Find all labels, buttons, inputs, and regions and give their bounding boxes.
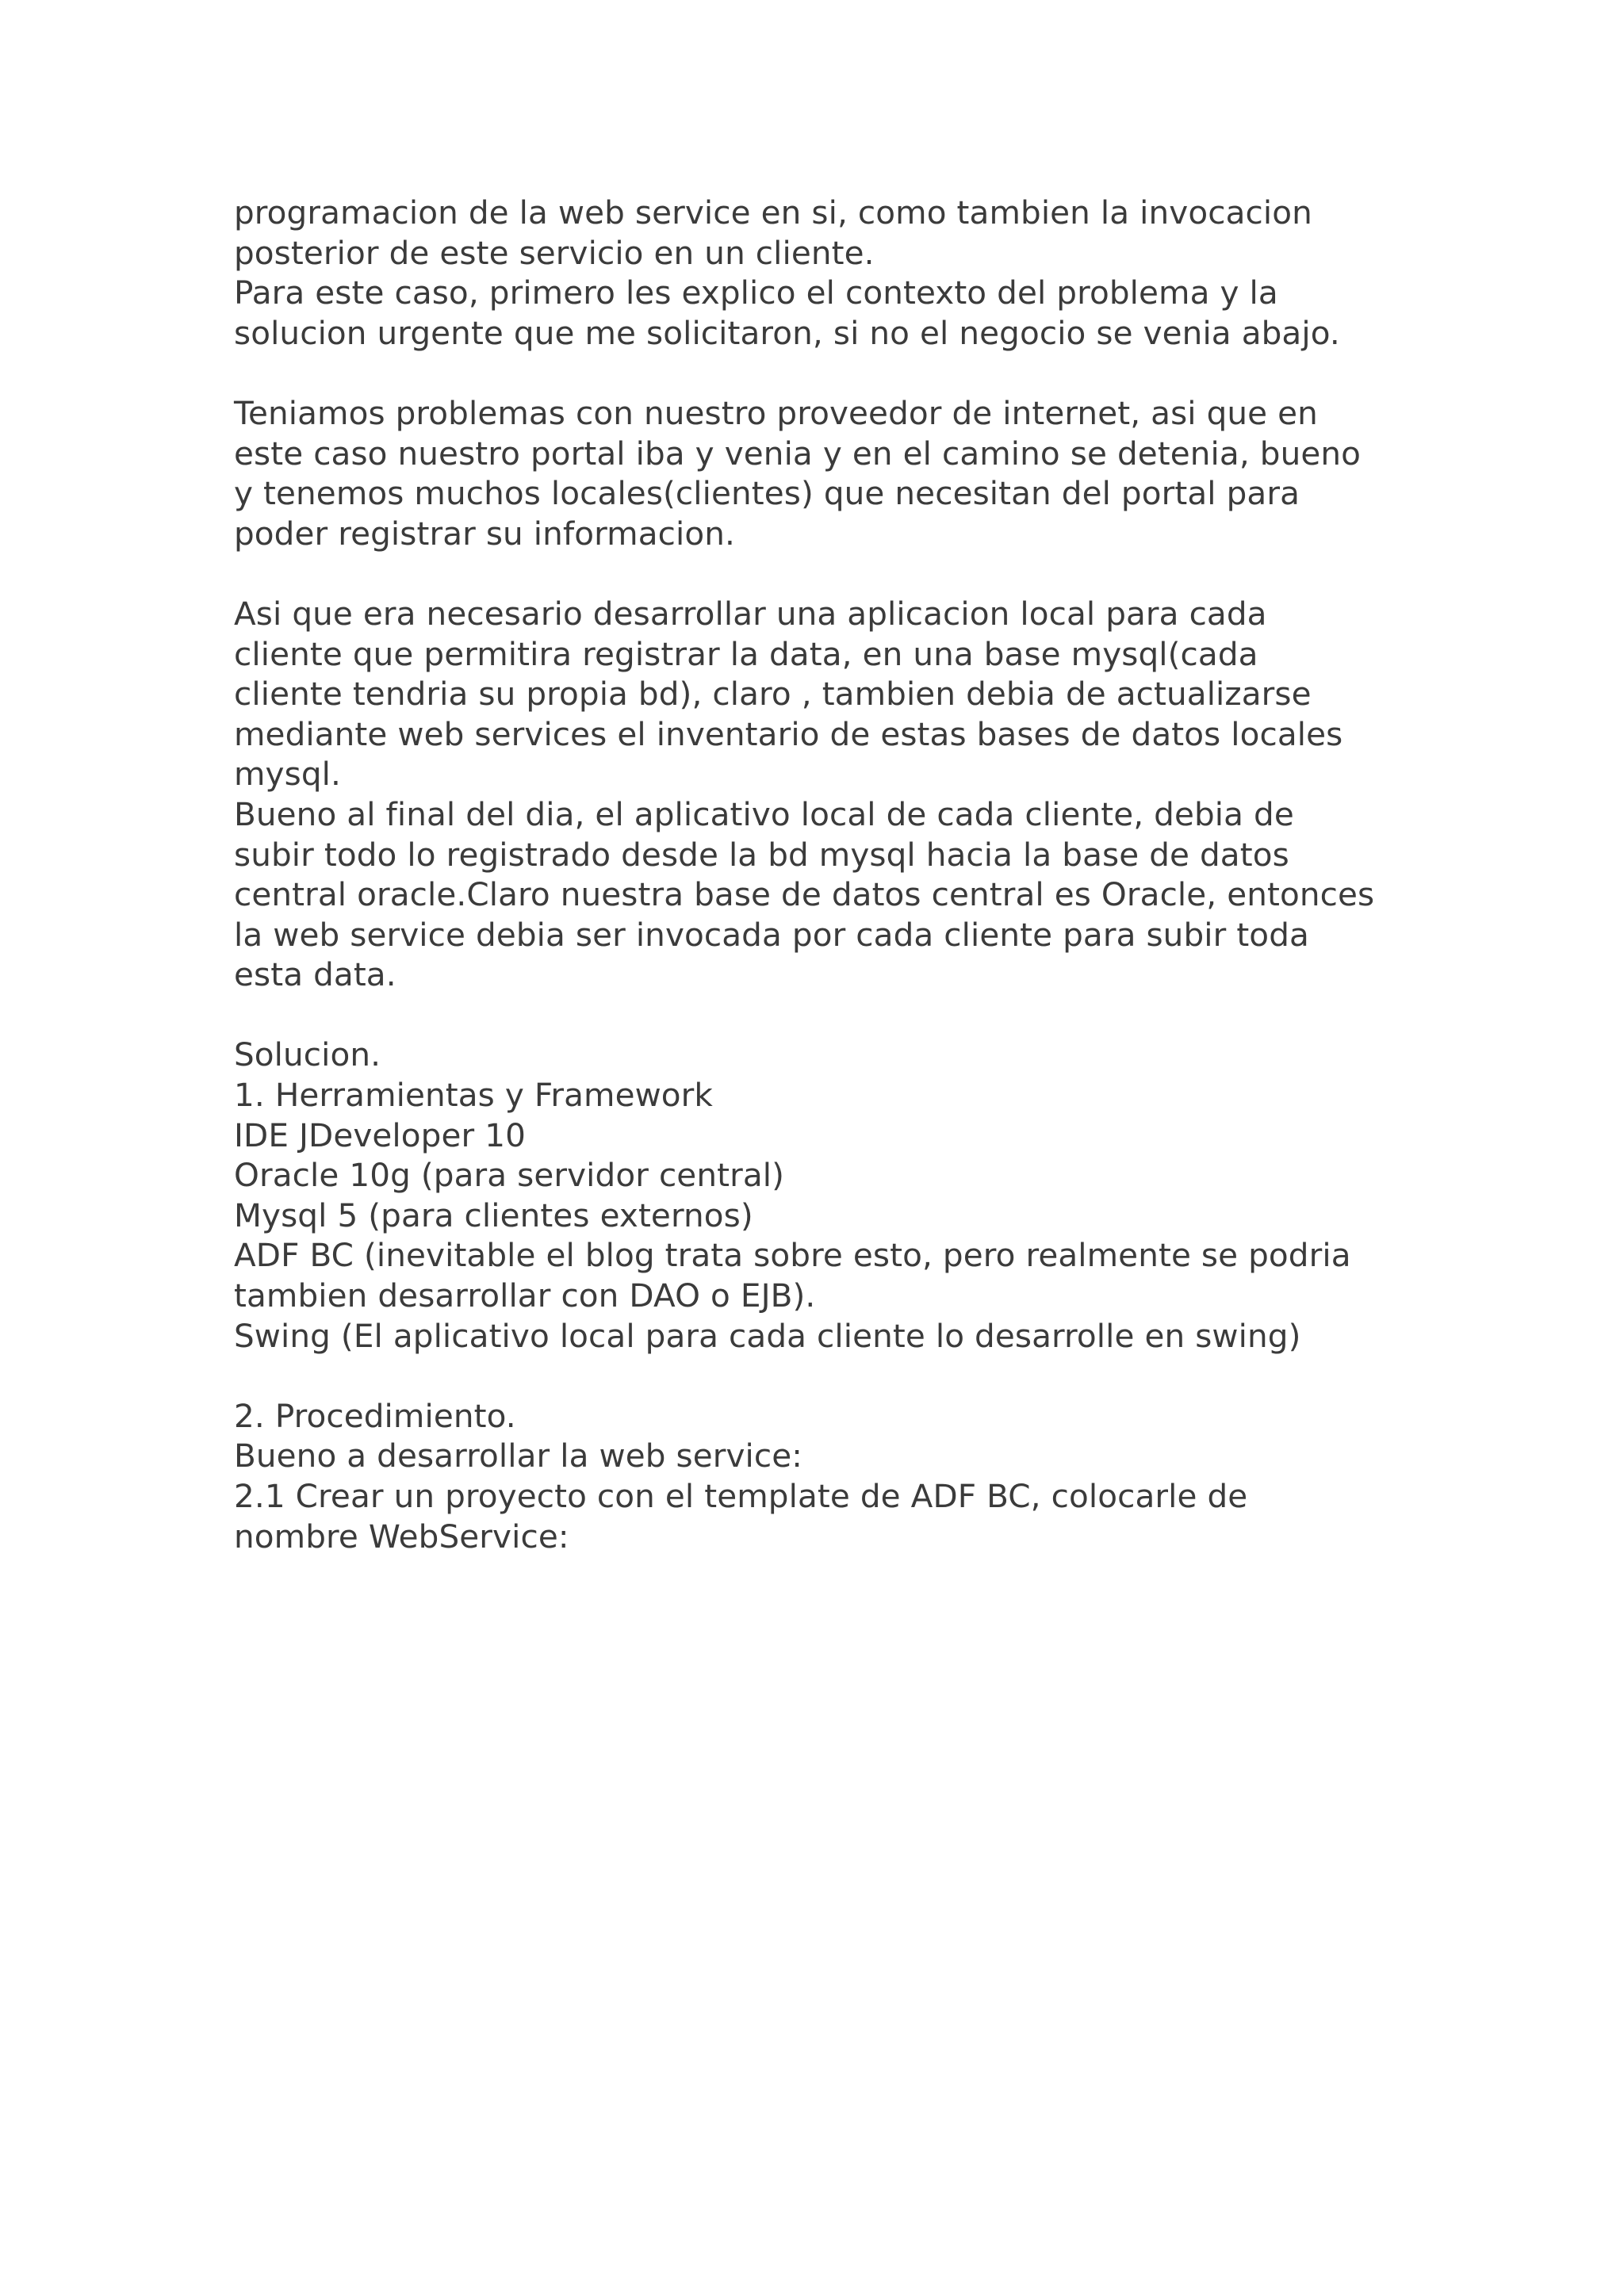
paragraph-spacer (234, 553, 1423, 594)
text-line: esta data. (234, 955, 396, 994)
text-line: Asi que era necesario desarrollar una aplicacion local para cada (234, 594, 1267, 633)
text-line: cliente que permitira registrar la data, en una base mysql(cada (234, 634, 1258, 673)
text-line: mysql. (234, 755, 341, 794)
text-line: solucion urgente que me solicitaron, si no el negocio se venia abajo. (234, 313, 1340, 352)
text-line: mediante web services el inventario de estas bases de datos locales (234, 714, 1343, 753)
text-line: 2.1 Crear un proyecto con el template de ADF BC, colocarle de (234, 1477, 1248, 1515)
paragraph-solution (234, 1035, 1423, 1356)
text-line: y tenemos muchos locales(clientes) que necesitan del portal para (234, 474, 1300, 513)
text-line: poder registrar su informacion. (234, 514, 735, 553)
paragraph-intro (234, 193, 1423, 353)
text-line: central oracle.Claro nuestra base de datos central es Oracle, entonces (234, 875, 1375, 914)
text-line: la web service debia ser invocada por cada cliente para subir toda (234, 915, 1309, 954)
text-line: Bueno a desarrollar la web service: (234, 1437, 803, 1475)
text-line: posterior de este servicio en un cliente. (234, 233, 875, 272)
text-line: cliente tendria su propia bd), claro , tambien debia de actualizarse (234, 675, 1312, 714)
text-line: nombre WebService: (234, 1517, 569, 1556)
document-body (234, 193, 1423, 1556)
section-heading: 2. Procedimiento. (234, 1396, 516, 1435)
paragraph-spacer (234, 1356, 1423, 1396)
list-item: 1. Herramientas y Framework (234, 1076, 713, 1115)
list-item: Mysql 5 (para clientes externos) (234, 1196, 753, 1234)
text-line: Para este caso, primero les explico el contexto del problema y la (234, 274, 1278, 312)
list-item: Swing (El aplicativo local para cada cliente lo desarrolle en swing) (234, 1316, 1301, 1355)
list-item: Oracle 10g (para servidor central) (234, 1156, 784, 1195)
list-item: tambien desarrollar con DAO o EJB). (234, 1276, 816, 1315)
paragraph-problem (234, 393, 1423, 553)
text-line: Bueno al final del dia, el aplicativo local de cada cliente, debia de (234, 794, 1294, 833)
list-item: IDE JDeveloper 10 (234, 1115, 526, 1154)
text-line: subir todo lo registrado desde la bd mysql hacia la base de datos (234, 835, 1289, 874)
list-item: ADF BC (inevitable el blog trata sobre esto, pero realmente se podria (234, 1236, 1351, 1275)
text-line: programacion de la web service en si, como tambien la invocacion (234, 193, 1312, 232)
text-line: Teniamos problemas con nuestro proveedor de internet, asi que en (234, 393, 1318, 432)
text-line: este caso nuestro portal iba y venia y en el camino se detenia, bueno (234, 434, 1362, 473)
paragraph-spacer (234, 353, 1423, 393)
paragraph-requirement (234, 594, 1423, 995)
paragraph-procedure (234, 1396, 1423, 1556)
paragraph-spacer (234, 995, 1423, 1035)
section-heading: Solucion. (234, 1035, 381, 1074)
